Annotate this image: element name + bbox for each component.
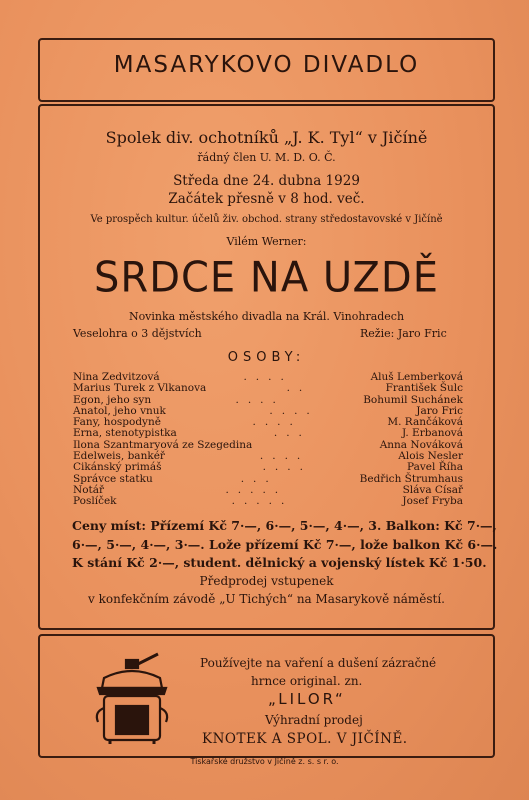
cast-role: Notář — [73, 483, 105, 496]
cast-role: Nina Zedvitzová — [73, 371, 160, 383]
cast-actor: Bohumil Suchánek — [363, 393, 463, 406]
ad-seller: KNOTEK A SPOL. V JIČÍNĚ. — [202, 731, 408, 747]
ticket-prices — [72, 517, 498, 573]
ad-line-2: hrnce original. zn. — [251, 674, 363, 688]
genre: Veselohra o 3 dějstvích — [73, 327, 202, 340]
cast-actor: Bedřich Štrumhaus — [359, 472, 463, 485]
cast-actor: Pavel Říha — [407, 461, 463, 474]
cast-role: Marius Turek z Vlkanova — [73, 382, 207, 395]
cast-actor: Anna Nováková — [379, 438, 463, 451]
cast-role: Správce statku — [73, 472, 153, 485]
start-time: Začátek přesně v 8 hod. več. — [168, 191, 365, 207]
director: Režie: Jaro Fric — [360, 327, 447, 340]
pressure-cooker-icon — [92, 650, 172, 746]
cast-role: Fany, hospodyně — [73, 416, 161, 429]
cast-role: Edelweis, bankéř — [73, 450, 165, 463]
cast-actor: Josef Fryba — [402, 495, 463, 508]
price-line: K stání Kč 2·—, student. dělnický a vojenský lístek Kč 1·50. — [72, 555, 487, 570]
cast-row: Cikánský primáš .... Pavel Říha — [73, 461, 463, 474]
cast-actor: J. Erbanová — [401, 427, 463, 440]
cast-role: Ilona Szantmaryová ze Szegedina — [73, 438, 253, 451]
cast-row: Nina Zedvitzová .... Aluš Lemberková — [73, 371, 463, 383]
cast-role: Cikánský primáš — [73, 461, 162, 474]
cast-row: Marius Turek z Vlkanova .. František Šulc — [73, 382, 463, 395]
cast-actor: Jaro Fric — [416, 404, 463, 417]
ad-line-3: Výhradní prodej — [265, 713, 363, 727]
presale-heading: Předprodej vstupenek — [199, 574, 334, 588]
cast-role: Erna, stenotypistka — [73, 427, 177, 440]
membership: řádný člen U. M. D. O. Č. — [197, 151, 336, 164]
cast-row: Fany, hospodyně .... M. Rančáková — [73, 416, 463, 429]
cast-role: Poslíček — [73, 495, 117, 508]
cast-row: Egon, jeho syn .... Bohumil Suchánek — [73, 393, 463, 406]
ad-brand: „LILOR“ — [268, 690, 346, 708]
cast-actor: František Šulc — [385, 382, 463, 395]
cast-heading: OSOBY: — [227, 350, 306, 365]
cast-actor: Alois Nesler — [398, 450, 463, 463]
cast-row: Edelweis, bankéř .... Alois Nesler — [73, 450, 463, 463]
performance-date: Středa dne 24. dubna 1929 — [173, 173, 360, 189]
organizer: Spolek div. ochotníků „J. K. Tyl“ v Jičíně — [105, 128, 428, 147]
play-title: SRDCE NA UZDĚ — [94, 253, 439, 303]
cast-list — [73, 372, 463, 508]
theater-title: MASARYKOVO DIVADLO — [113, 52, 420, 78]
ad-line-1: Používejte na vaření a dušení zázračné — [200, 656, 437, 670]
cast-role: Egon, jeho syn — [73, 393, 152, 406]
price-line: 6·—, 5·—, 4·—, 3·—. Lože přízemí Kč 7·—, lože balkon Kč 6·—. — [72, 536, 498, 552]
cast-row: Správce statku ... Bedřich Štrumhaus — [73, 472, 463, 485]
benefit-note: Ve prospěch kultur. účelů živ. obchod. strany středostavovské v Jičíně — [90, 214, 443, 225]
cast-row: Anatol, jeho vnuk .... Jaro Fric — [73, 404, 463, 417]
cast-row: Erna, stenotypistka ... J. Erbanová — [73, 427, 463, 440]
cast-role: Anatol, jeho vnuk — [73, 404, 166, 417]
cast-row: Poslíček ..... Josef Fryba — [73, 495, 463, 508]
cast-actor: Aluš Lemberková — [370, 371, 463, 383]
price-line: Ceny míst: Přízemí Kč 7·—, 6·—, 5·—, 4·—, 3. Balkon: Kč 7·—, — [72, 518, 497, 533]
novelty-note: Novinka městského divadla na Král. Vinohradech — [128, 310, 405, 323]
cast-row: Notář ..... Sláva Císař — [73, 483, 463, 496]
presale-location: v konfekčním závodě „U Tichých“ na Masarykově náměstí. — [88, 592, 445, 606]
cast-actor: M. Rančáková — [387, 416, 463, 429]
author: Vilém Werner: — [226, 235, 307, 248]
printer-credit: Tiskařské družstvo v Jičíně z. s. s r. o. — [190, 757, 339, 766]
cast-actor: Sláva Císař — [402, 483, 463, 496]
